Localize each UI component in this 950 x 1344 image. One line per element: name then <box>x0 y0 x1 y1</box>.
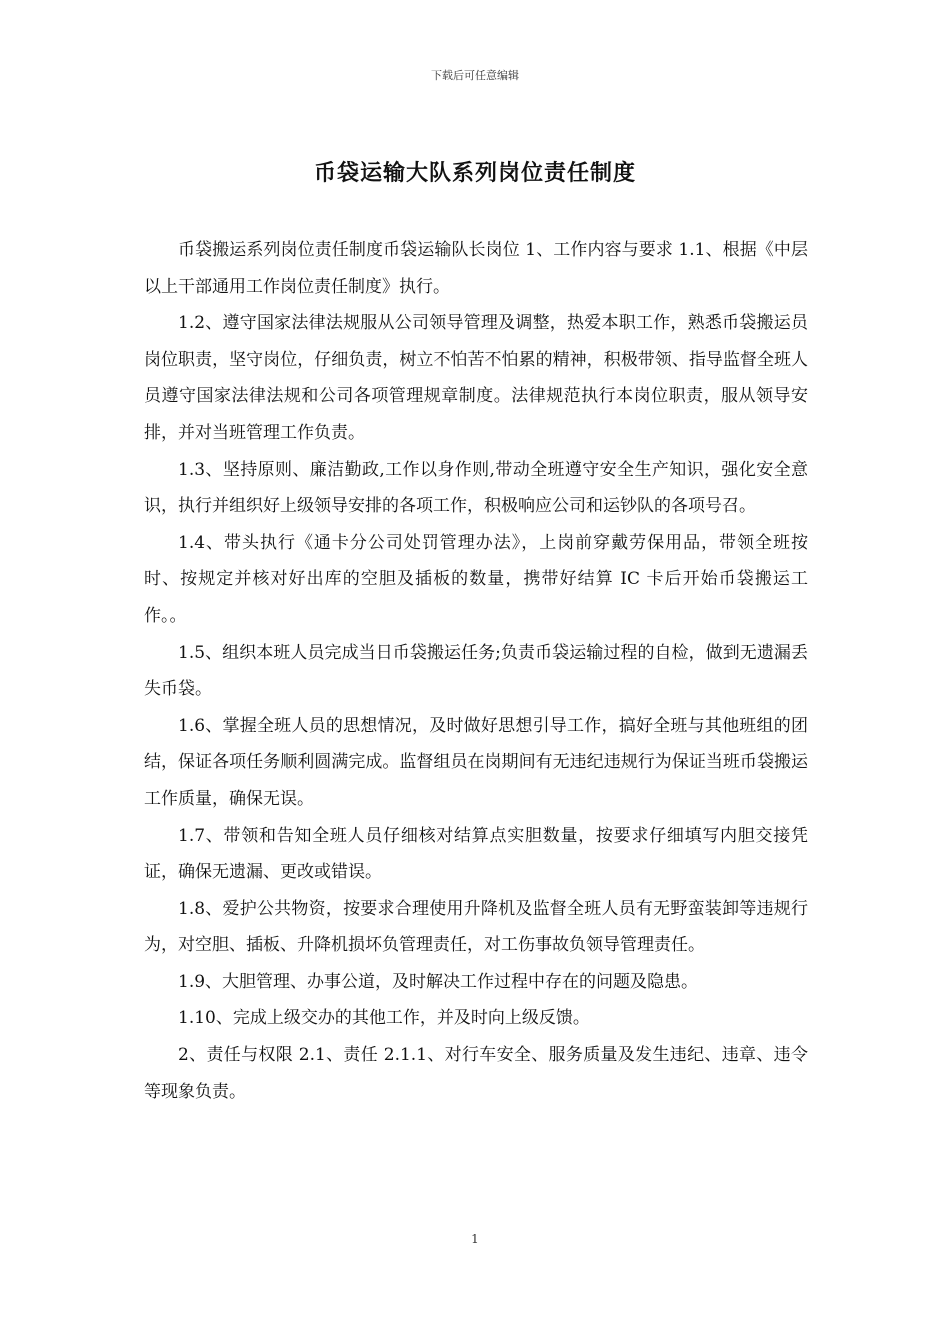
header-note: 下载后可任意编辑 <box>431 69 519 82</box>
paragraph: 1.2、遵守国家法律法规服从公司领导管理及调整，热爱本职工作，熟悉币袋搬运员岗位职责，坚守岗位，仔细负责，树立不怕苦不怕累的精神，积极带领、指导监督全班人员遵守国家法律法规和公司各项管理规章制度。法律规范执行本岗位职责，服从领导安排，并对当班管理工作负责。 <box>144 313 808 443</box>
paragraph: 1.8、爱护公共物资，按要求合理使用升降机及监督全班人员有无野蛮装卸等违规行为，对空胆、插板、升降机损坏负管理责任，对工伤事故负领导管理责任。 <box>144 898 808 956</box>
paragraph: 1.6、掌握全班人员的思想情况，及时做好思想引导工作，搞好全班与其他班组的团结，保证各项任务顺利圆满完成。监督组员在岗期间有无违纪违规行为保证当班币袋搬运工作质量，确保无误。 <box>144 715 808 809</box>
document-title: 币袋运输大队系列岗位责任制度 <box>313 161 636 186</box>
paragraph: 1.10、完成上级交办的其他工作，并及时向上级反馈。 <box>178 1008 590 1029</box>
paragraph: 1.5、组织本班人员完成当日币袋搬运任务;负责币袋运输过程的自检，做到无遗漏丢失币袋。 <box>144 642 808 700</box>
paragraph: 1.3、坚持原则、廉洁勤政,工作以身作则,带动全班遵守安全生产知识，强化安全意识，执行并组织好上级领导安排的各项工作，积极响应公司和运钞队的各项号召。 <box>144 459 808 517</box>
paragraph: 1.7、带领和告知全班人员仔细核对结算点实胆数量，按要求仔细填写内胆交接凭证，确保无遗漏、更改或错误。 <box>144 825 808 883</box>
page-number: 1 <box>471 1232 479 1246</box>
paragraph: 2、责任与权限 2.1、责任 2.1.1、对行车安全、服务质量及发生违纪、违章、违令等现象负责。 <box>144 1045 808 1102</box>
paragraph: 1.9、大胆管理、办事公道，及时解决工作过程中存在的问题及隐患。 <box>178 971 699 992</box>
paragraph: 币袋搬运系列岗位责任制度币袋运输队长岗位 1、工作内容与要求 1.1、根据《中层以上干部通用工作岗位责任制度》执行。 <box>144 240 808 297</box>
paragraph: 1.4、带头执行《通卡分公司处罚管理办法》，上岗前穿戴劳保用品，带领全班按时、按规定并核对好出库的空胆及插板的数量，携带好结算 IC 卡后开始币袋搬运工作。。 <box>144 532 808 626</box>
document-body <box>144 232 808 1110</box>
